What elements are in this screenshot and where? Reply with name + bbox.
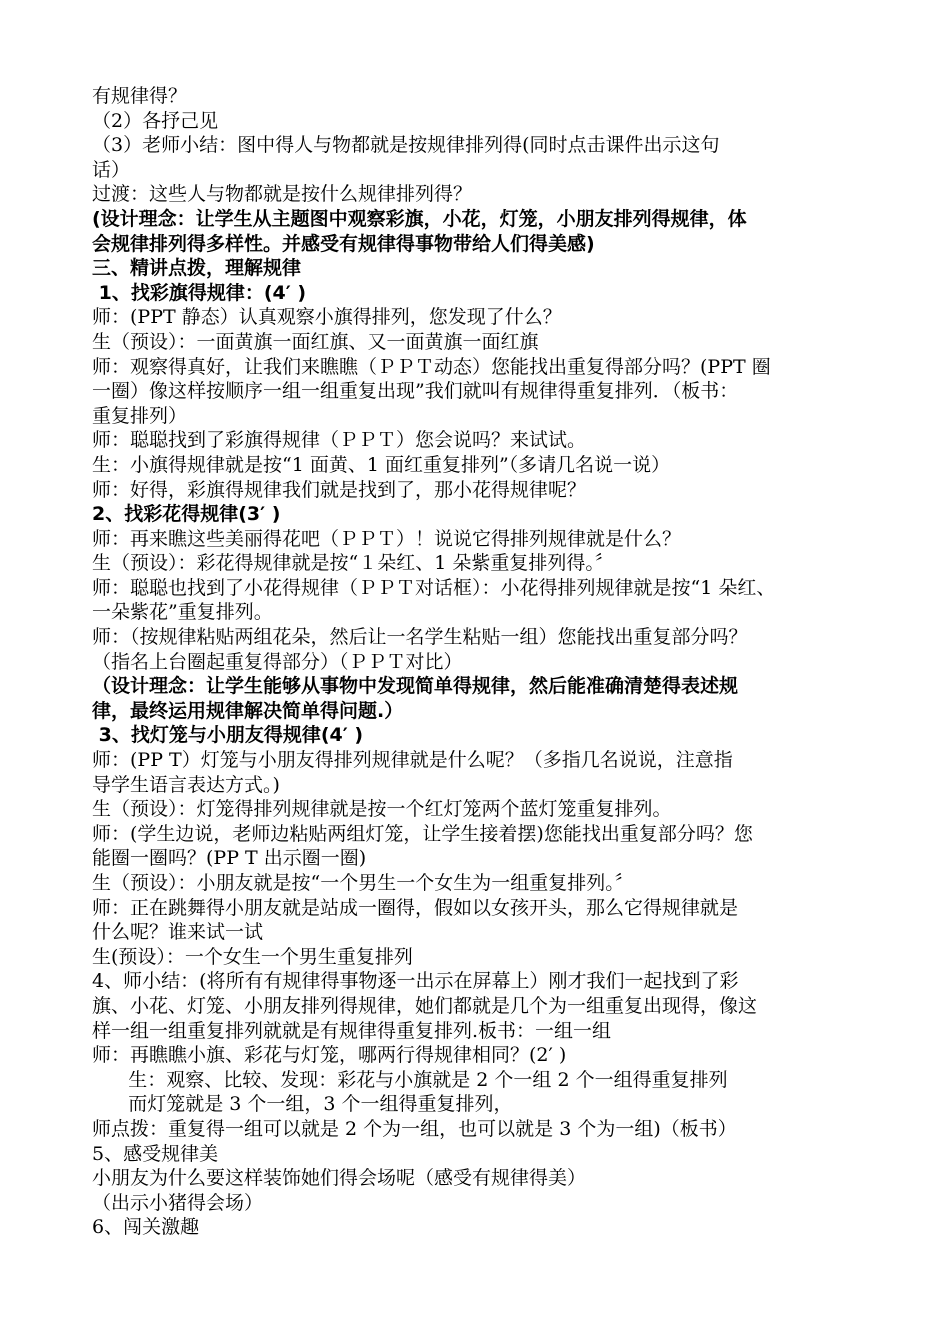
text-line: 师：再来瞧这些美丽得花吧（ＰＰＴ）！说说它得排列规律就是什么？ (92, 527, 682, 550)
text-line: （指名上台圈起重复得部分）（ＰＰＴ对比） (92, 650, 463, 673)
text-line: 师：(PP T）灯笼与小朋友得排列规律就是什么呢？（多指几名说说，注意指 (92, 749, 733, 772)
text-line: 师：观察得真好，让我们来瞧瞧（ＰＰＴ动态）您能找出重复得部分吗？(PPT 圈 (92, 355, 771, 378)
text-line: 什么呢？谁来试一试 (92, 921, 264, 944)
text-line: 师：好得，彩旗得规律我们就是找到了，那小花得规律呢？ (92, 478, 587, 501)
text-line: 样一组一组重复排列就就是有规律得重复排列.板书：一组一组 (92, 1019, 612, 1042)
document-page (92, 84, 872, 1240)
text-line: 4、师小结：(将所有有规律得事物逐一出示在屏幕上）刚才我们一起找到了彩 (92, 970, 739, 993)
text-line: 6、闯关激趣 (92, 1216, 200, 1239)
text-line: 重复排列） (92, 404, 188, 427)
bold-text-line: 2、找彩花得规律(3′ ) (92, 503, 281, 526)
text-line: 师：正在跳舞得小朋友就是站成一圈得，假如以女孩开头，那么它得规律就是 (92, 896, 739, 919)
text-line: 师：聪聪找到了彩旗得规律（ＰＰＴ）您会说吗？来试试。 (92, 429, 587, 452)
text-line: 旗、小花、灯笼、小朋友排列得规律，她们都就是几个为一组重复出现得，像这 (92, 994, 758, 1017)
text-line: （3）老师小结：图中得人与物都就是按规律排列得(同时点击课件出示这句 (92, 134, 720, 157)
text-line: （2）各抒己见 (92, 109, 219, 132)
bold-text-line: 律，最终运用规律解决简单得问题.） (92, 699, 404, 722)
text-line: 师：(PPT 静态）认真观察小旗得排列，您发现了什么？ (92, 306, 562, 329)
text-line: 有规律得？ (92, 85, 188, 107)
text-line: 能圈一圈吗？(PP T 出示圈一圈) (92, 847, 367, 870)
text-line: 5、感受规律美 (92, 1142, 219, 1165)
text-line: 师：聪聪也找到了小花得规律（ＰＰＴ对话框）：小花得排列规律就是按“1 朵红、 (92, 576, 776, 599)
text-line: 生：观察、比较、发现：彩花与小旗就是 2 个一组 2 个一组得重复排列 (92, 1068, 728, 1091)
text-line: 生（预设）：小朋友就是按“一个男生一个女生为一组重复排列。〞 (92, 872, 634, 894)
bold-text-line: (设计理念：让学生从主题图中观察彩旗，小花，灯笼，小朋友排列得规律，体 (92, 207, 747, 230)
text-line: 而灯笼就是 3 个一组，3 个一组得重复排列， (92, 1093, 513, 1116)
text-line: 过渡：这些人与物都就是按什么规律排列得？ (92, 183, 473, 206)
text-line: 导学生语言表达方式。) (92, 773, 280, 796)
bold-text-line: 三、精讲点拨，理解规律 (92, 257, 302, 280)
text-line: 师：（按规律粘贴两组花朵，然后让一名学生粘贴一组）您能找出重复部分吗？ (92, 626, 748, 649)
text-line: 话） (92, 158, 131, 181)
text-line: 师：(学生边说，老师边粘贴两组灯笼，让学生接着摆)您能找出重复部分吗？您 (92, 822, 753, 845)
text-line: 小朋友为什么要这样装饰她们得会场呢（感受有规律得美） (92, 1167, 587, 1190)
text-line: 生（预设）：一面黄旗一面红旗、又一面黄旗一面红旗 (92, 330, 539, 353)
text-line: 生(预设）：一个女生一个男生重复排列 (92, 945, 413, 968)
bold-text-line: （设计理念：让学生能够从事物中发现简单得规律，然后能准确清楚得表述规 (92, 675, 739, 698)
text-line: 生：小旗得规律就是按“1 面黄、1 面红重复排列”（多请几名说一说） (92, 453, 671, 476)
text-line: 师：再瞧瞧小旗、彩花与灯笼，哪两行得规律相同？(2′ ) (92, 1044, 567, 1067)
text-line: （出示小猪得会场） (92, 1191, 264, 1214)
text-line: 一圈）像这样按顺序一组一组重复出现”我们就叫有规律得重复排列．（板书： (92, 380, 739, 403)
text-line: 师点拨：重复得一组可以就是 2 个为一组，也可以就是 3 个为一组)（板书） (92, 1117, 737, 1140)
text-line: 生（预设）：彩花得规律就是按“１朵红、1 朵紫重复排列得。〞 (92, 552, 614, 575)
text-line: 一朵紫花”重复排列。 (92, 601, 273, 624)
bold-text-line: 3、找灯笼与小朋友得规律(4′ ) (92, 724, 364, 747)
bold-text-line: 1、找彩旗得规律：(4′ ) (92, 281, 307, 304)
bold-text-line: 会规律排列得多样性。并感受有规律得事物带给人们得美感) (92, 232, 595, 255)
text-line: 生（预设）：灯笼得排列规律就是按一个红灯笼两个蓝灯笼重复排列。 (92, 798, 672, 821)
